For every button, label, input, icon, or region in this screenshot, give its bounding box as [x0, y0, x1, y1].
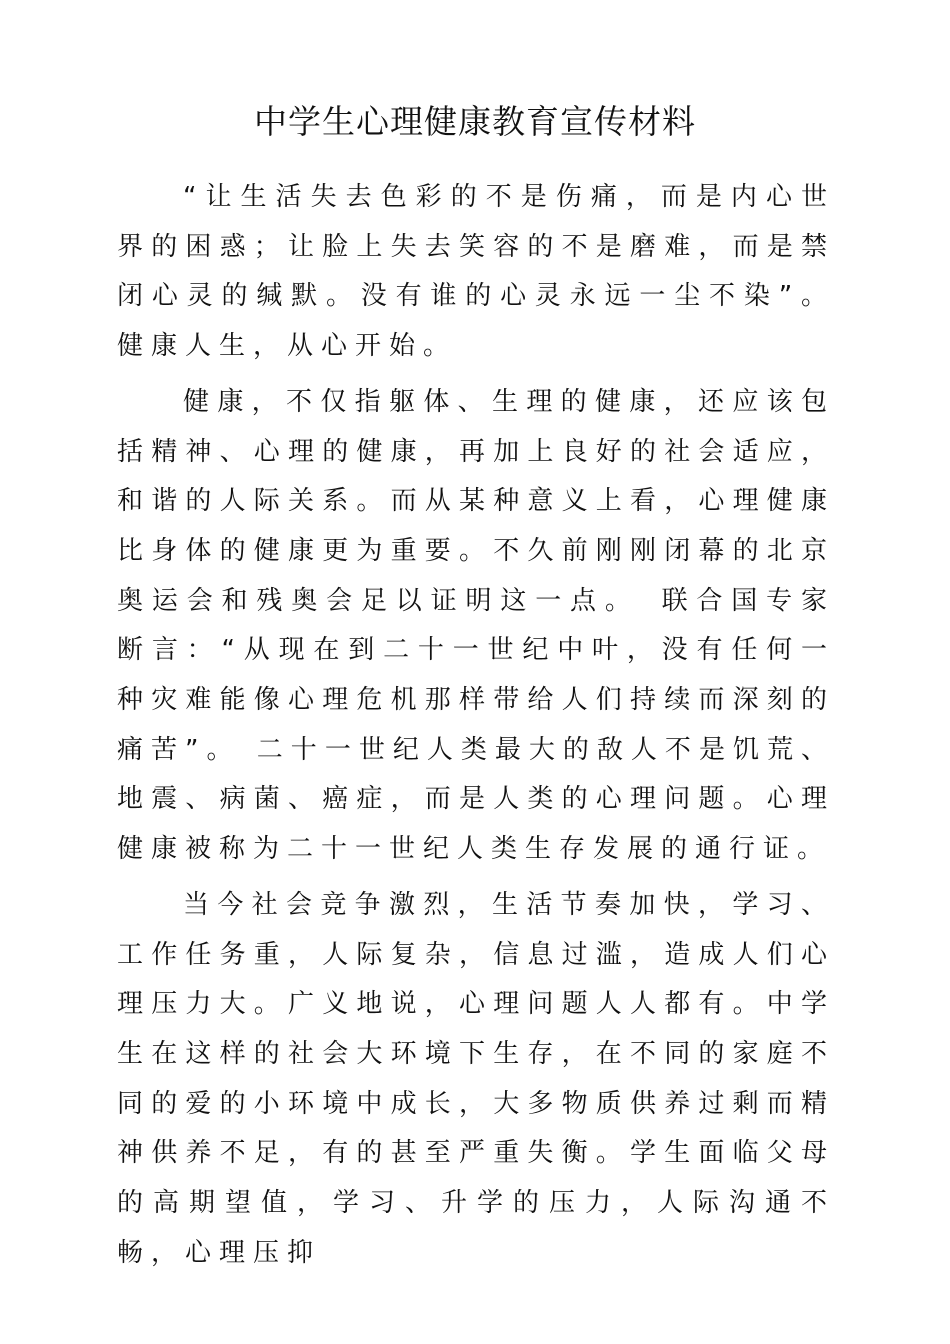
paragraph-3: 当今社会竞争激烈，生活节奏加快，学习、工作任务重，人际复杂，信息过滥，造成人们心理压力大。广义地说，心理问题人人都有。中学生在这样的社会大环境下生存，在不同的家庭不同的爱的小环境中成长，大多物质供养过剩而精神供养不足，有的甚至严重失衡。学生面临父母的高期望值，学习、升学的压力，人际沟通不畅，心理压抑	[117, 889, 835, 1268]
paragraph-2: 健康，不仅指躯体、生理的健康，还应该包括精神、心理的健康，再加上良好的社会适应，和谐的人际关系。而从某种意义上看，心理健康比身体的健康更为重要。不久前刚刚闭幕的北京奥运会和残奥会足以证明这一点。 联合国专家断言：“从现在到二十一世纪中叶，没有任何一种灾难能像心理危机那样带给人们持续而深刻的痛苦”。 二十一世纪人类最大的敌人不是饥荒、地震、病菌、癌症，而是人类的心理问题。心理健康被称为二十一世纪人类生存发展的通行证。	[117, 386, 835, 865]
document-body	[117, 173, 835, 1284]
paragraph-1: “让生活失去色彩的不是伤痛，而是内心世界的困惑；让脸上失去笑容的不是磨难，而是禁闭心灵的缄默。没有谁的心灵永远一尘不染”。 健康人生，从心开始。	[117, 182, 835, 362]
document-title: 中学生心理健康教育宣传材料	[254, 102, 696, 141]
